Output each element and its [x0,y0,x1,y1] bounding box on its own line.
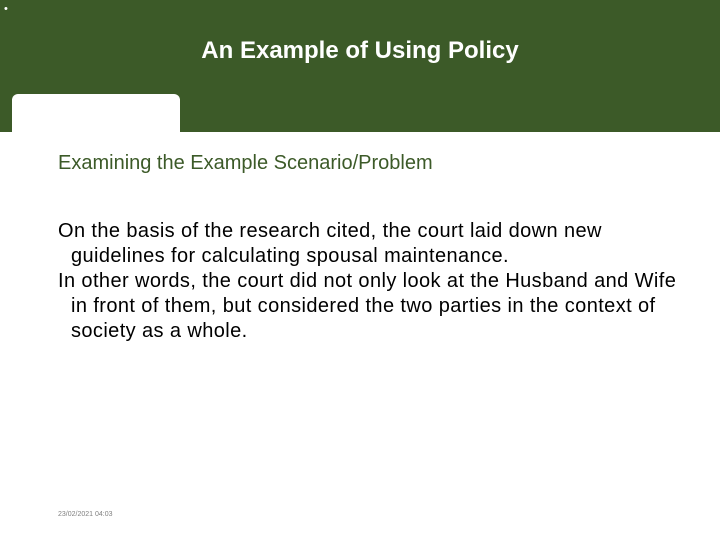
paragraph-society-context: In other words, the court did not only look at the Husband and Wife in front of them, but considered the two parties in the context of society as a whole. [58,270,677,342]
footer-date: 23/02/2021 04:03 [58,511,113,518]
corner-bullet: • [4,3,8,15]
slide-title: An Example of Using Policy [201,37,519,64]
paragraph-research-guidelines: On the basis of the research cited, the court laid down new guidelines for calculating spousal maintenance. [58,220,602,267]
header-tab-decoration [12,94,180,138]
slide-subtitle: Examining the Example Scenario/Problem [58,152,433,174]
body-text-list [58,219,678,344]
